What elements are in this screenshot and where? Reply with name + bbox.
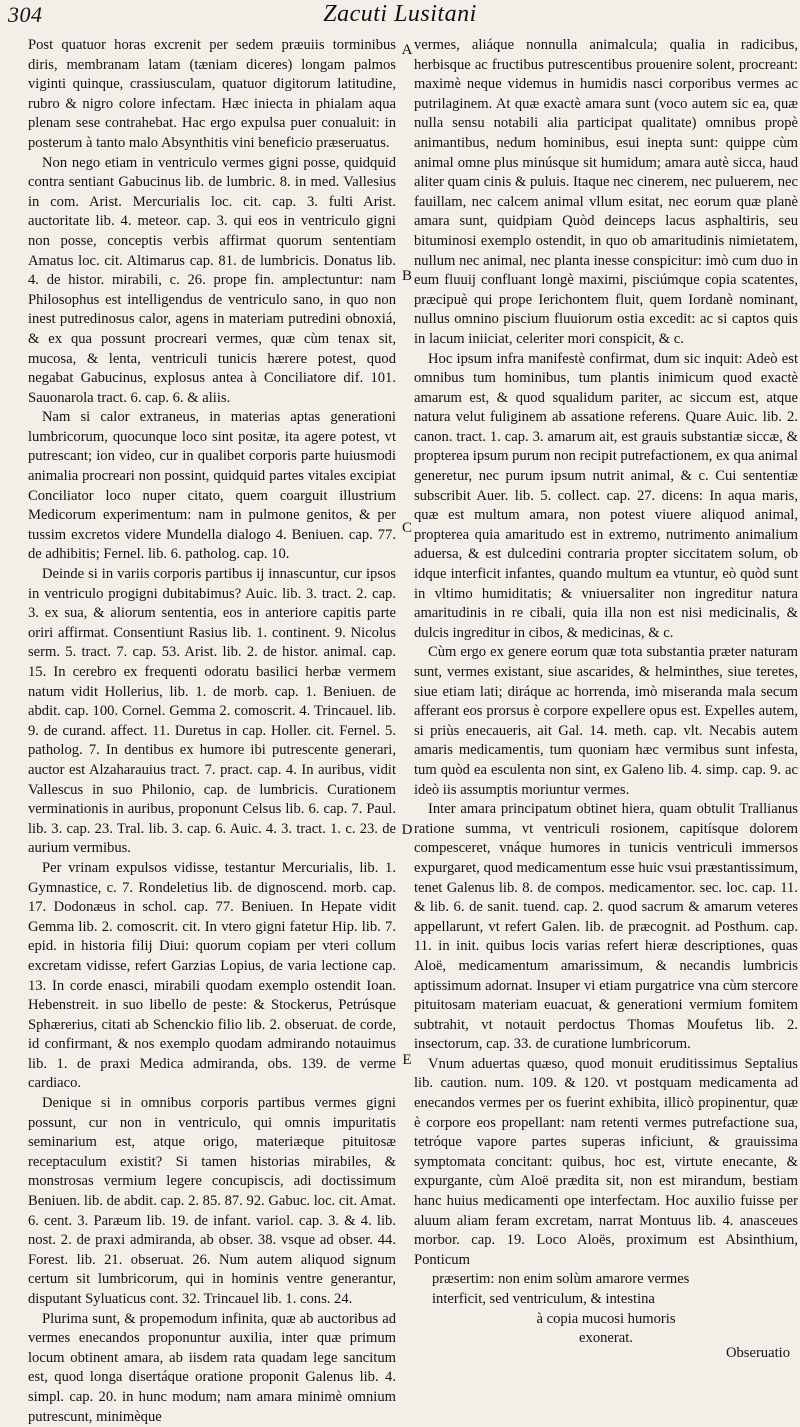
margin-letter-b: B xyxy=(401,268,412,284)
left-column xyxy=(28,36,397,1425)
margin-letter-e: E xyxy=(402,1052,412,1068)
paragraph: Deinde si in variis corporis partibus ij innascuntur, cur ipsos in ventriculo progigni dubitabimus? Auic. lib. 3. tract. 2. cap. 3. ex sua, & aliorum sententia, eos in anteriore capitis parte oriri affirmat. Consentiunt Rasius lib. 1. continent. 9. Nicolus serm. 5. tract. 7. cap. 53. Arist. lib. 2. de histor. animal. cap. 15. In cerebro ex frequenti odoratu basilici herbæ vermem natum vidit Hollerius, lib. 1. de morb. cap. 1. Beniuen. de abdit. cap. 100. Cornel. Gemma 2. comoscrit. 4. Trincauel. lib. 9. de curand. affect. 11. Duretus in cap. Holler. cit. Fernel. 5. patholog. 7. In dentibus ex humore ibi putrescente generari, auctor est Alzaharauius tract. 7. pract. cap. 4. In auribus, vidit Vallescus in suo Philonio, cap. de lumbricis. Curationem verminationis in auribus, proponunt Celsus lib. 6. cap. 7. Paul. lib. 3. cap. 23. Tral. lib. 3. cap. 6. Auic. 4. 3. tract. 1. c. 23. de aurium vermibus. xyxy=(28,566,396,857)
closing-line: interficit, sed ventriculum, & intestina xyxy=(432,1291,655,1307)
paragraph: Non nego etiam in ventriculo vermes gigni posse, quidquid contra sentiant Gabucinus lib. de lumbric. 8. in med. Vallesius in com. Arist. Mercurialis loc. cit. cap. 3. fulti Arist. auctoritate lib. 4. meteor. cap. 3. qui eos in ventriculo gigni non posse, conceptis verbis affirmat quorum sententiam Amatus loc. cit. Altimarus cap. 81. de lumbricis. Donatus lib. 4. de histor. mirabili, c. 26. prope fin. amplectuntur: nam Philosophus est intelligendus de ventriculo sano, in quo non inest putredinosus calor, agens in materiam putredini obnoxiá, & ex qua possunt procreari vermes, quæ cùm tenax sit, mucosa, & lenta, ventriculi tunicis hærere potest, quod negabat Gabucinus, explosus antea à Conciliatore dif. 101. Sauonarola tract. 6. cap. 6. & aliis. xyxy=(28,154,396,406)
paragraph: Cùm ergo ex genere eorum quæ tota substantia præter naturam sunt, vermes existant, siue ascarides, & helminthes, siue teretes, siue etiam lati; diráque ac horrenda, imò miseranda mala secum afferant eos prorsus è corpore expellere opus est. Expelles autem, si priùs enecaueris, ait Gal. 14. meth. cap. vlt. Necabis autem amaris medicamentis, tum quoniam hæc vermibus sunt infesta, tum quòd ea esculenta non sint, ex Galeno lib. 4. simp. cap. 9. ac ideò iis assumptis moriuntur vermes. xyxy=(414,644,798,798)
paragraph: Per vrinam expulsos vidisse, testantur Mercurialis, lib. 1. Gymnastice, c. 7. Rondeletius lib. de dignoscend. morb. cap. 17. Dodonæus in schol. cap. 77. Beniuen. In Hepate vidit Gemma lib. 2. comoscrit. cit. In vtero gigni fatetur Hip. lib. 7. epid. in historia filij Diui: quorum copiam per vteri collum excretam vidisse, refert Garzias Lopius, de varia lectione cap. 13. In corde enasci, mirabili quodam exemplo ostendit Ioan. Hebenstreit. in suo libello de peste: & Stockerus, Petrúsque Sphærerius, citati ab Schenckio filio lib. 2. obseruat. de corde, id confirmant, & nos exemplo quodam admirando notauimus lib. 1. de praxi Medica admiranda, obs. 139. de verme cardiaco. xyxy=(28,859,396,1092)
paragraph: Hoc ipsum infra manifestè confirmat, dum sic inquit: Adeò est omnibus tum hominibus, tum plantis inimicum quod exactè amarum est, & quod squalidum pariter, ac siccum est, atque natura velut fuliginem ab assatione referens. Quare Auic. lib. 2. canon. tract. 1. cap. 3. amarum ait, est grauis substantiæ siccæ, & propterea ipsum purum non recipit putrefactionem, ex qua animal generetur, nec purum ipsum nutrit animal, & c. Cui sententiæ subscribit Auer. lib. 5. collect. cap. 27. dicens: In aqua maris, quæ est multum amara, non potest viuere aliquod animal, propterea quia amaritudo est in extremo, nutrimento animalium aduersa, & est dulcedini contraria propter siccitatem solum, ob idque interficit infantes, quando multum ea vtuntur, eò quòd sunt in vltimo humiditatis; & vniuersaliter non ingreditur natura amaritudinis in re cibali, quia illa non est nisi medicinalis, & dulcis ingreditur in cibos, & medicinas, & c. xyxy=(414,350,798,641)
closing-line: à copia mucosi humoris xyxy=(536,1310,676,1327)
running-title: Zacuti Lusitani xyxy=(323,1,477,27)
paragraph: Plurima sunt, & propemodum infinita, quæ ab auctoribus ad vermes enecandos proponuntur auxilia, inter quæ primum locum obtinent amara, ab iisdem rata quadam lege sancitum est, quod longa disertáque oratione proponit Galenus lib. 4. simpl. cap. 20. in hunc modum; nam amara minimè omnium putrescunt, minimèque xyxy=(28,1310,396,1425)
paragraph: Denique si in omnibus corporis partibus vermes gigni possunt, cur non in ventriculo, qui omnis impuritatis seminarium est, atque origo, materiæque pituitosæ receptaculum existit? Si tamen historias mirabiles, & monstrosas vermium legere concupiscis, adi doctissimum Beniuen. lib. de abdit. cap. 2. 85. 87. 92. Gabuc. loc. cit. Amat. 6. cent. 3. Paræum lib. 19. de infant. variol. cap. 3. & 4. lib. nost. 2. de praxi admiranda, ab obser. 38. vsque ad obser. 44. Forest. lib. 21. obseruat. 26. Num autem aliquod signum certum sit lumbricorum, qui in hominis ventre generantur, disputant Syluaticus cont. 32. Trincauel lib. 1. cons. 24. xyxy=(28,1095,397,1307)
margin-letter-d: D xyxy=(401,822,413,838)
margin-letter-c: C xyxy=(401,520,412,536)
margin-letter-a: A xyxy=(401,42,413,58)
paragraph: Inter amara principatum obtinet hiera, quam obtulit Trallianus ratione summa, vt ventriculi rosionem, capitísque dolorem compesceret, vnáque humores in tunicis ventriculi immersos expurgaret, quod medicamentum esse huic vsui præstantissimum, tenet Galenus lib. 8. de compos. medicamentor. sec. loc. cap. 11. & lib. 6. de sanit. tuend. cap. 2. quod sacrum & amarum veteres appellarunt, vt refert Galen. lib. de præcognit. ad Posthum. cap. 11. in init. quibus locis varias refert hieræ descriptiones, quas Aloë, medicamentum amarissimum, & necandis lumbricis aptissimum adornat. Insuper vi etiam purgatrice vna cùm stercore pituitosam materiam euacuat, & generationi vermium fomitem subtrahit, vt notauit perdoctus Thomas Moufetus lib. 2. insectorum, cap. 33. de curatione lumbricorum. xyxy=(414,801,798,1053)
closing-line: exonerat. xyxy=(579,1330,633,1347)
paragraph: Post quatuor horas excrenit per sedem præuiis torminibus diris, membranam latam (tæniam diceres) longam palmos viginti quinque, crassiusculam, quatuor digitorum latitudine, rubro & nigro colore infectam. Hæc iniecta in phialam aqua plenam sese contrahebat. Hac ergo expulsa puer conualuit: in posterum à tanto malo Absynthitis vini beneficio præseruatus. xyxy=(28,37,396,151)
closing-line: præsertim: non enim solùm amarore vermes xyxy=(432,1271,690,1288)
catchword: Obseruatio xyxy=(725,1345,790,1361)
paragraph: Vnum aduertas quæso, quod monuit eruditissimus Septalius lib. caution. num. 109. & 120. vt postquam medicamenta ad enecandos vermes per os fuerint exhibita, illicò propinentur, quæ è corpore eos propellant: nam retenti vermes putrefactione sua, tetróque vapore partes superas inficiunt, & grauissima symptomata concitant: quibus, hoc est, virtute enecante, & expurgante, cùm Aloë prædita sit, non est mirandum, bestiam hanc huius medicamenti ope interfectam. Hoc auxilio fuisse per aluum aliam feram excretam, narrat Montuus lib. 4. anasceues morbor. cap. 19. Loco Aloës, proximum est Absinthium, Ponticum xyxy=(414,1055,798,1268)
page-number: 304 xyxy=(8,2,43,27)
running-head xyxy=(0,0,800,34)
paragraph: Nam si calor extraneus, in materias aptas generationi lumbricorum, quocunque loco sint positæ, ita agere potest, vt putrescant; ion video, cur in qualibet corporis parte huiusmodi animalia procreari non possint, quidquid partes vitales excipiat Conciliator loco nuper citato, quem coarguit illustrium Medicorum experimentum: nam in pulmone genitos, & per tussim excretos videre Mundella dialogo 4. Beniuen. cap. 77. de adhibitis; Fernel. lib. 6. patholog. cap. 10. xyxy=(28,409,396,563)
right-column xyxy=(414,36,798,1347)
paragraph: vermes, aliáque nonnulla animalcula; qualia in radicibus, herbisque ac fructibus putrescentibus prouenire solent, procreant: maximè neque videmus in humidis nasci corporibus vermes ac putrilaginem. At quæ exactè amara sunt (voco autem sic ea, quæ nulla sensu notabili alia participat qualitate) omnibus propè animantibus, nedum hominibus, esui inepta sunt: quippe cùm animal omne plus minúsque sit humidum; amara autè sicca, haud aliter quam cinis & puluis. Itaque nec cinerem, nec puluerem, nec fauillam, nec calcem animal vllum esitat, nec eorum quæ planè amara sunt, quidpiam Quòd deinceps lacus asphaltiris, seu bituminosi exemplo ostendit, in quo ob amaritudinis nimietatem, nullum nec animal, nec planta inesse conspicitur: imò cum duo in eum fluuij confluant longè maximi, pisciúmque copia scatentes, præcipuè qui prope Ierichontem fluit, quem Iordanè nominant, nullus omnino piscium fluuiorum ostia excedit: ac si captos quis in lacum iniiciat, celeriter mori conspicit, & c. xyxy=(414,37,798,347)
